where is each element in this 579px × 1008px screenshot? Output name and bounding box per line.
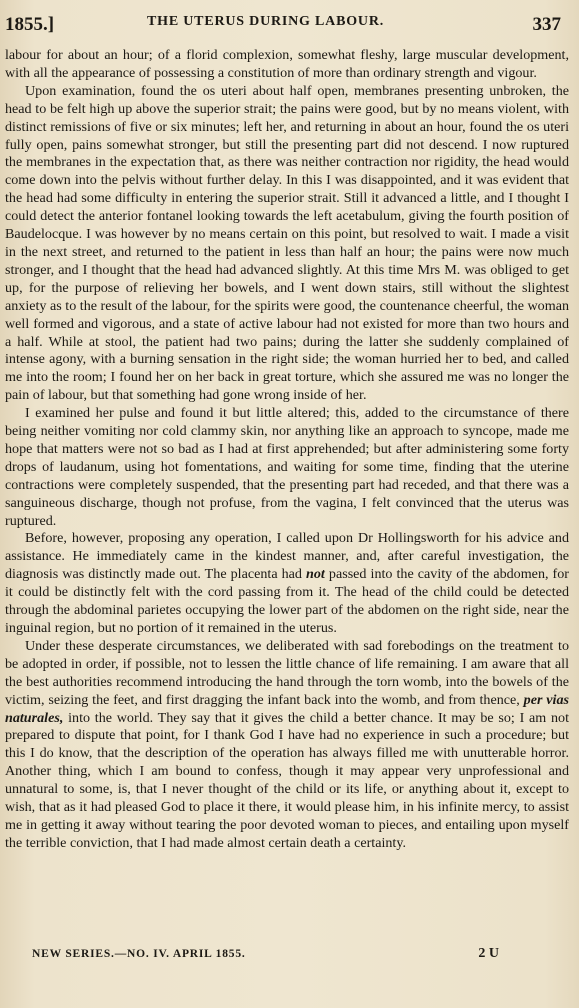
paragraph-1 xyxy=(5,47,569,83)
body-text xyxy=(5,47,569,853)
paragraph-5 xyxy=(5,638,569,853)
paragraph-1-text: labour for about an hour; of a florid complexion, somewhat fleshy, large muscular development, with all the appearance of possessing a constitution of more than ordinary strength and vigour. xyxy=(5,47,569,81)
running-head-year: 1855.] xyxy=(5,14,55,35)
paragraph-4-emphasis: not xyxy=(306,566,325,583)
paragraph-5-text: Under these desperate circumstances, we deliberated with sad forebodings on the treatment to be adopted in order, if possible, not to lessen the little chance of life remaining. I am aware that all the best authorities recommend introducing the hand through the torn womb, into the bowels of the victim, seizing the feet, and first dragging the infant back into the womb, and from thence, xyxy=(5,637,569,708)
paragraph-2-text: Upon examination, found the os uteri about half open, membranes presenting unbroken, the head to be felt high up above the superior strait; the pains were good, but by no means violent, with distinct remissions of five or six minutes; left her, and returning in about an hour, found the os uteri fully open, pains somewhat stronger, but still the presenting part did not descend. I now ruptured the membranes in the expectation that, as there was neither contraction nor rigidity, the head would come down into the pelvis without further delay. In this I was disappointed, and it was evident that the head had some difficulty in entering the superior strait. Still it advanced a little, and I thought I could detect the anterior fontanel looking towards the left acetabulum, giving the fourth position of Baudelocque. I was however by no means certain on this point, but resolved to wait. I made a visit in the next street, and returned to the patient in less than half an hour; the pains were now much stronger, and I thought that the head had advanced slightly. At this time Mrs M. was obliged to get up, for the purpose of relieving her bowels, and I went down stairs, still without the slightest anxiety as to the result of the labour, for the spirits were good, the countenance cheerful, the woman well formed and vigorous, and a state of active labour had not existed for more than two hours and a half. While at stool, the patient had two pains; during the latter she suddenly complained of intense agony, with a burning sensation in the right side; the woman hurried her to bed, and called me into the room; I found her on her back in great torture, which she assured me was no longer the pain of labour, but that something had gone wrong inside of her. xyxy=(5,82,569,404)
page-number: 337 xyxy=(532,14,561,35)
paragraph-5-emphasis: per vias naturales, xyxy=(5,691,569,726)
signature-mark: 2 U xyxy=(478,946,499,961)
paragraph-4 xyxy=(5,530,569,637)
paragraph-2 xyxy=(5,83,569,405)
series-note: NEW SERIES.—NO. IV. APRIL 1855. xyxy=(32,948,246,960)
running-head xyxy=(5,14,569,36)
paragraph-3-text: I examined her pulse and found it but little altered; this, added to the circumstance of there being neither vomiting nor cold clammy skin, nor anything like an approach to syncope, made me hope that matters were not so bad as I had at first apprehended; but after administering some forty drops of laudanum, using hot fomentations, and waiting for some time, finding that the uterine contractions were completely suspended, that the presenting part had receded, and that there was a sanguineous discharge, though not profuse, from the vagina, I felt convinced that the uterus was ruptured. xyxy=(5,405,569,529)
paragraph-4-text-after: passed into the cavity of the abdomen, for it could be distinctly felt with the cord passing from it. The head of the child could be detected through the abdominal parietes occupying the lower part of the abdomen on the right side, near the inguinal region, but no portion of it remained in the uterus. xyxy=(5,566,569,636)
paragraph-5-text-after: into the world. They say that it gives the child a better chance. It may be so; I am not prepared to dispute that point, for I thank God I have had no experience in such a procedure; but this I do know, that the description of the operation has always filled me with unutterable horror. Another thing, which I am bound to confess, though it may appear very unprofessional and unnatural to some, is, that I never thought of the child or its life, or anything about it, except to wish, that as it had pleased God to place it there, it would please him, in his infinite mercy, to assist me in getting it away without tearing the poor devoted woman to pieces, and entailing upon myself the terrible conviction, that I had made almost certain death a certainty. xyxy=(5,709,569,851)
paragraph-4-text: Before, however, proposing any operation, I called upon Dr Hollingsworth for his advice and assistance. He immediately came in the kindest manner, and, after careful investigation, the diagnosis was distinctly made out. The placenta had xyxy=(5,530,569,583)
footer xyxy=(32,948,499,966)
paragraph-3 xyxy=(5,405,569,530)
running-head-title: THE UTERUS DURING LABOUR. xyxy=(147,14,385,29)
